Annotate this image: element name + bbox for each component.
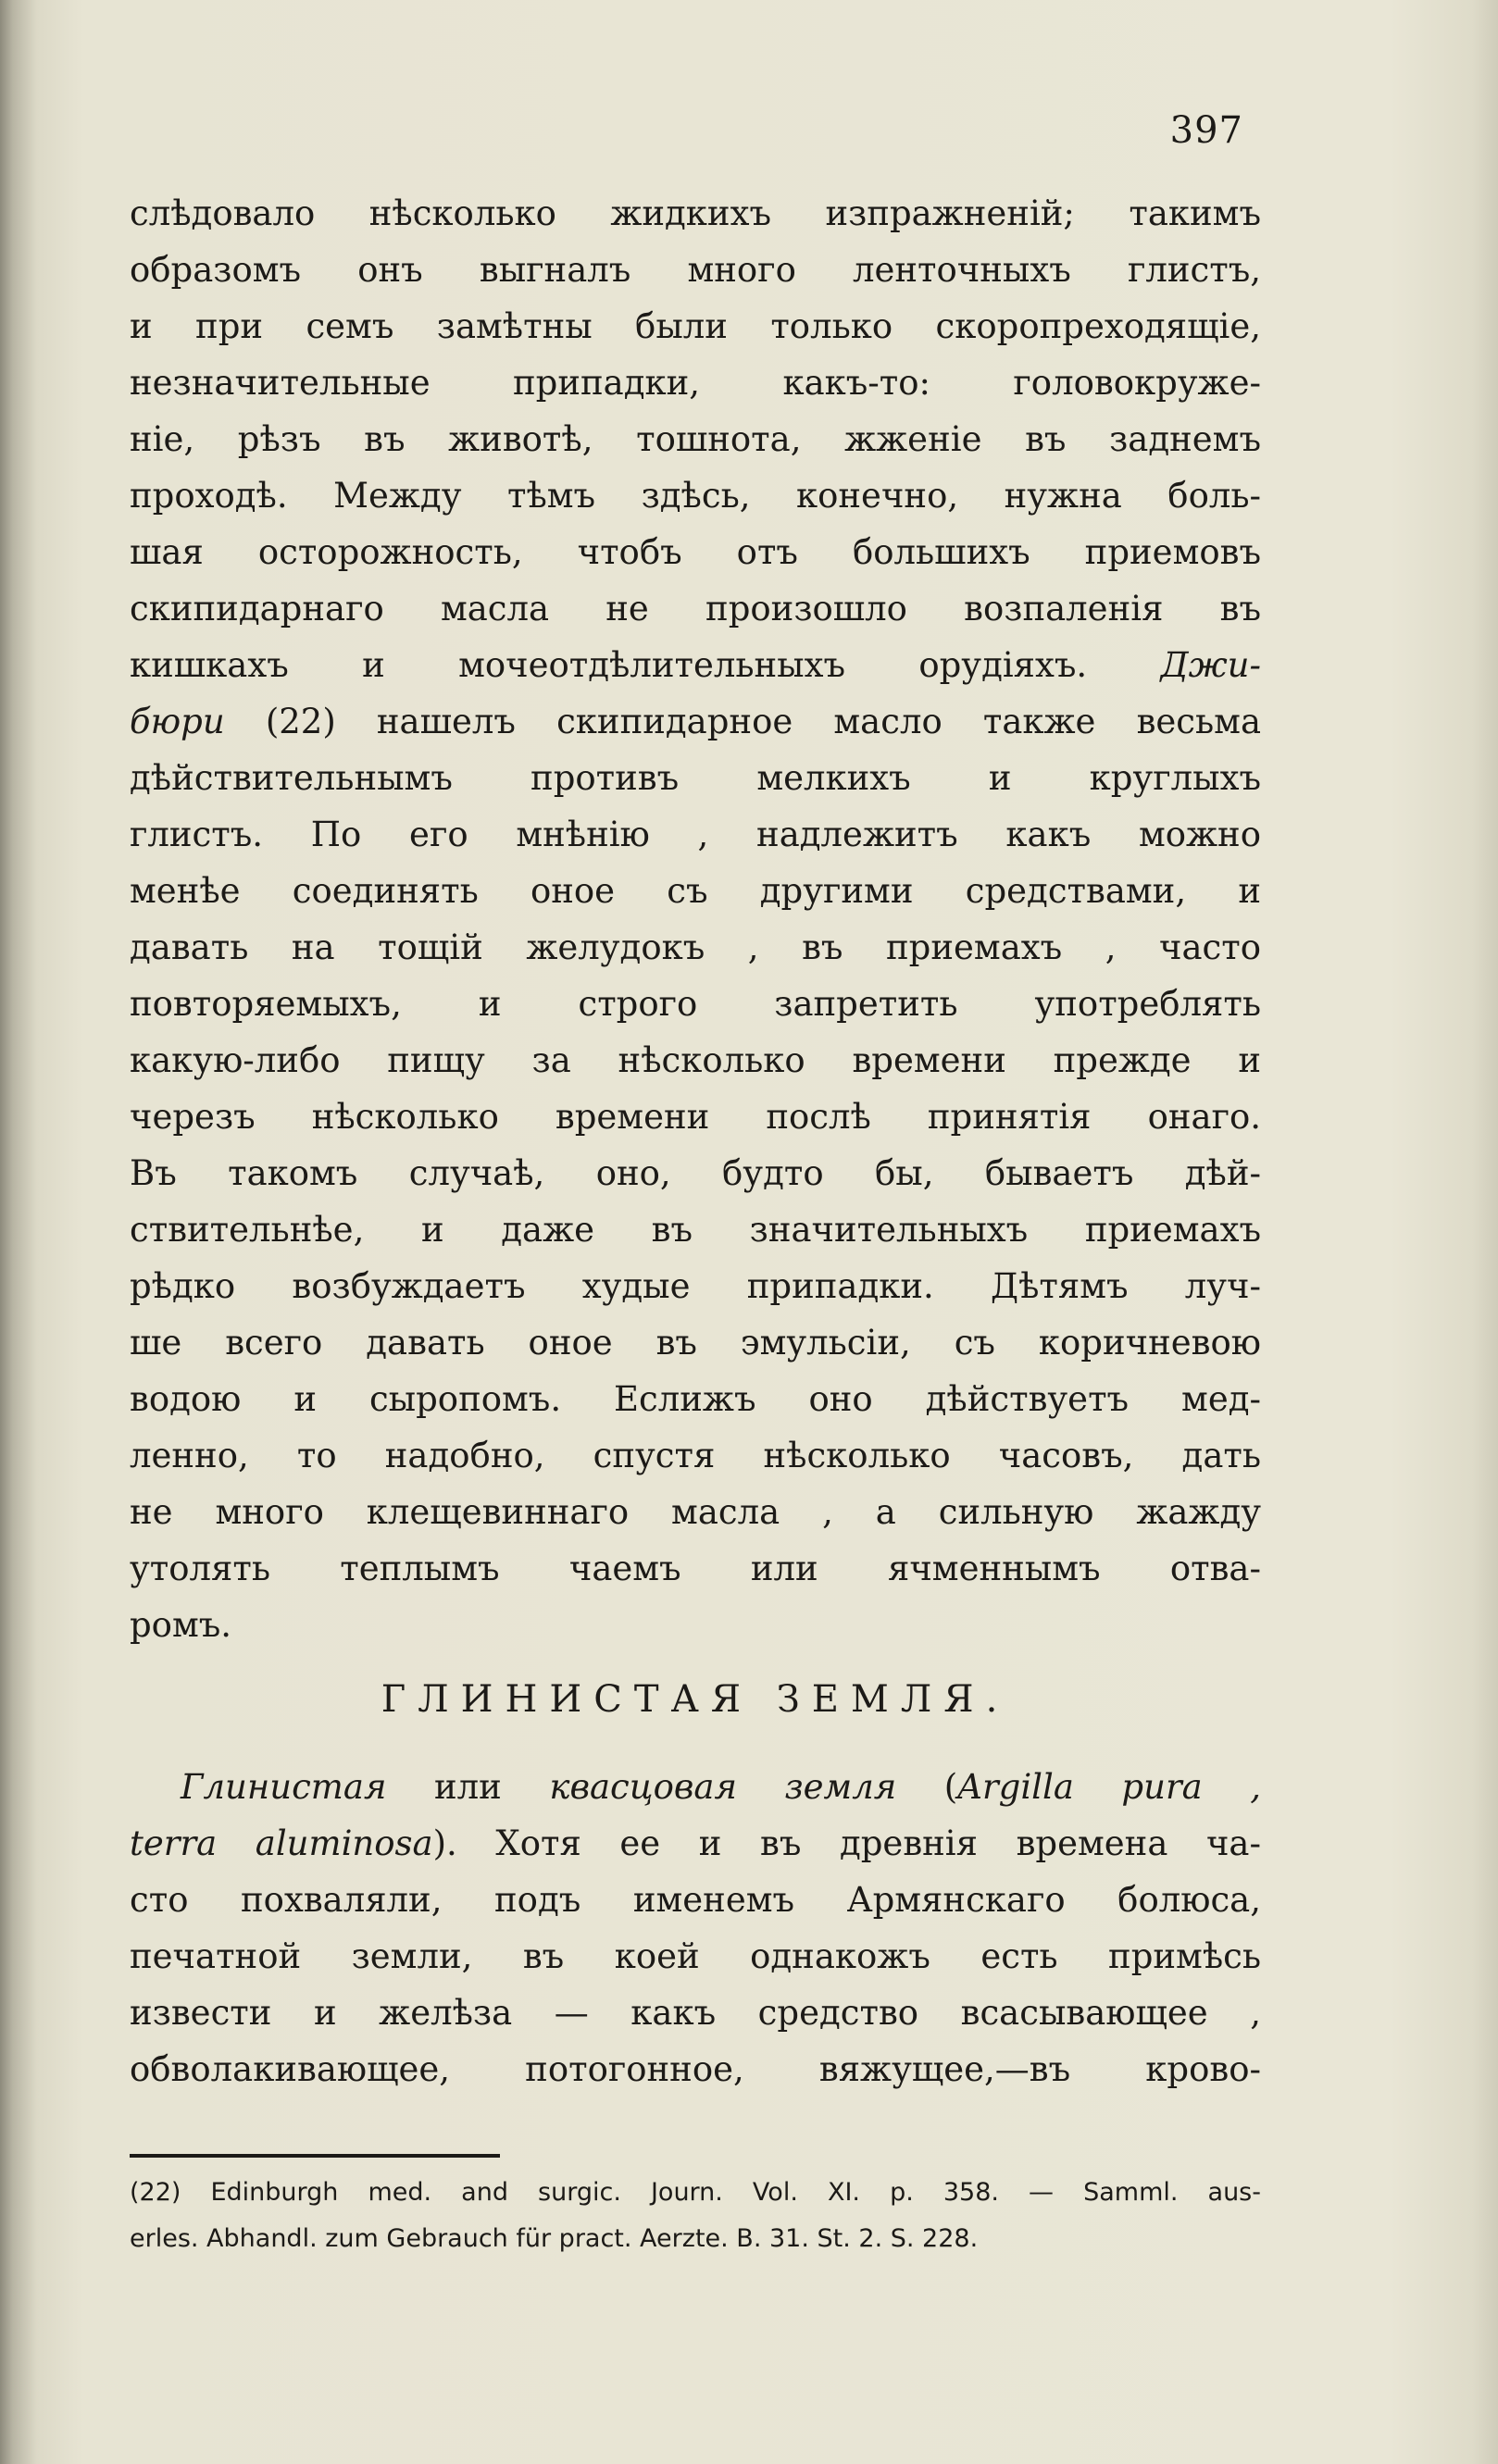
footnote bbox=[130, 2170, 1261, 2262]
text-line: ствительнѣе, и даже въ значительныхъ приемахъ bbox=[130, 1210, 1261, 1250]
text-segment: ). Хотя ее и въ древнія времена ча- bbox=[432, 1823, 1261, 1863]
text-line: не много клещевиннаго масла , а сильную жажду bbox=[130, 1492, 1261, 1532]
paragraph-turpentine bbox=[130, 185, 1261, 1653]
text-line: глистъ. По его мнѣнію , надлежитъ какъ можно bbox=[130, 815, 1261, 854]
text-line: образомъ онъ выгналъ много ленточныхъ глистъ, bbox=[130, 250, 1261, 290]
text-line bbox=[130, 1815, 1261, 1872]
text-line: дѣйствительнымъ противъ мелкихъ и круглыхъ bbox=[130, 758, 1261, 798]
footnote-line: (22) Edinburgh med. and surgic. Journ. Vol. XI. p. 358. — Samml. aus- bbox=[130, 2178, 1261, 2207]
text-line: давать на тощій желудокъ , въ приемахъ , часто bbox=[130, 927, 1261, 967]
paragraph-clay-earth bbox=[130, 1759, 1261, 2097]
author-name-italic: бюри bbox=[130, 702, 225, 741]
text-line: извести и желѣза — какъ средство всасывающее , bbox=[130, 1993, 1261, 2033]
text-line bbox=[130, 1759, 1261, 1815]
text-line: ніе, рѣзъ въ животѣ, тошнота, жженіе въ заднемъ bbox=[130, 419, 1261, 459]
text-line: обволакивающее, потогонное, вяжущее,—въ крово- bbox=[130, 2049, 1261, 2089]
text-line: водою и сыропомъ. Еслижъ оно дѣйствуетъ мед- bbox=[130, 1379, 1261, 1419]
text-line: повторяемыхъ, и строго запретить употреблять bbox=[130, 984, 1261, 1024]
text-line: утолять теплымъ чаемъ или ячменнымъ отва- bbox=[130, 1549, 1261, 1588]
text-line: сто похваляли, подъ именемъ Армянскаго болюса, bbox=[130, 1880, 1261, 1920]
text-line: Въ такомъ случаѣ, оно, будто бы, бываетъ дѣй- bbox=[130, 1153, 1261, 1193]
text-line: ше всего давать оное въ эмульсіи, съ коричневою bbox=[130, 1323, 1261, 1363]
text-line: менѣе соединять оное съ другими средствами, и bbox=[130, 871, 1261, 911]
footnote-divider bbox=[130, 2154, 500, 2158]
text-line: ленно, то надобно, спустя нѣсколько часовъ, дать bbox=[130, 1436, 1261, 1475]
author-name-italic: Джи- bbox=[1160, 645, 1262, 685]
text-line: слѣдовало нѣсколько жидкихъ изпражненій; такимъ bbox=[130, 193, 1261, 233]
text-line: шая осторожность, чтобъ отъ большихъ приемовъ bbox=[130, 532, 1261, 572]
page-number: 397 bbox=[1169, 109, 1243, 152]
text-line: и при семъ замѣтны были только скоропреходящіе, bbox=[130, 306, 1261, 346]
text-segment: (22) нашелъ скипидарное масло также весьма bbox=[265, 702, 1262, 741]
text-line: рѣдко возбуждаетъ худые припадки. Дѣтямъ луч- bbox=[130, 1266, 1261, 1306]
latin-term-italic: Argilla pura , bbox=[957, 1767, 1261, 1807]
text-line: скипидарнаго масла не произошло возпаленія въ bbox=[130, 589, 1261, 628]
text-line bbox=[130, 693, 1261, 750]
text-line: печатной земли, въ коей однакожъ есть примѣсь bbox=[130, 1936, 1261, 1976]
text-segment: или bbox=[386, 1767, 550, 1807]
footnote-line: erles. Abhandl. zum Gebrauch für pract. Aerzte. B. 31. St. 2. S. 228. bbox=[130, 2224, 979, 2253]
text-line: проходѣ. Между тѣмъ здѣсь, конечно, нужна боль- bbox=[130, 476, 1261, 516]
term-italic: Глинистая bbox=[181, 1767, 387, 1807]
text-line: незначительные припадки, какъ-то: головокруже- bbox=[130, 363, 1261, 403]
text-segment: кишкахъ и мочеотдѣлительныхъ орудіяхъ. bbox=[130, 645, 1088, 685]
section-heading: ГЛИНИСТАЯ ЗЕМЛЯ. bbox=[381, 1678, 1010, 1721]
text-line: ромъ. bbox=[130, 1605, 232, 1645]
term-italic: квасцовая земля bbox=[549, 1767, 897, 1807]
text-segment: ( bbox=[896, 1767, 958, 1807]
text-line: черезъ нѣсколько времени послѣ принятія онаго. bbox=[130, 1097, 1261, 1137]
text-line bbox=[130, 637, 1261, 693]
latin-term-italic: terra aluminosa bbox=[130, 1823, 433, 1863]
text-line: какую-либо пищу за нѣсколько времени прежде и bbox=[130, 1040, 1261, 1080]
